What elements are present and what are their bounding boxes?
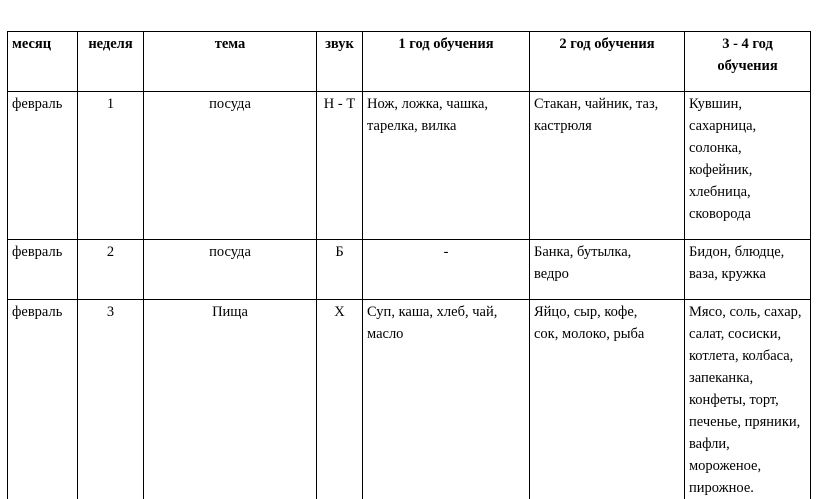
cell-year2 — [530, 240, 685, 300]
table-row — [8, 92, 811, 240]
cell-line: запеканка, — [689, 367, 806, 389]
cell-line: ведро — [534, 263, 680, 285]
cell-year34 — [685, 240, 811, 300]
cell-month: февраль — [8, 300, 78, 499]
cell-year34 — [685, 92, 811, 240]
cell-sound: Х — [317, 300, 363, 499]
cell-year34 — [685, 300, 811, 499]
cell-line: вафли, — [689, 433, 806, 455]
cell-line: салат, сосиски, — [689, 323, 806, 345]
table-row — [8, 240, 811, 300]
cell-line: сковорода — [689, 203, 806, 225]
cell-line: печенье, пряники, — [689, 411, 806, 433]
cell-topic: Пища — [144, 300, 317, 499]
cell-line: мороженое, — [689, 455, 806, 477]
cell-sound: Б — [317, 240, 363, 300]
header-topic: тема — [144, 32, 317, 92]
cell-line: Бидон, блюдце, — [689, 241, 806, 263]
cell-line: тарелка, вилка — [367, 115, 525, 137]
cell-line: ваза, кружка — [689, 263, 806, 285]
header-year34 — [685, 32, 811, 92]
header-month: месяц — [8, 32, 78, 92]
header-year2: 2 год обучения — [530, 32, 685, 92]
table-body — [8, 92, 811, 499]
cell-line: Нож, ложка, чашка, — [367, 93, 525, 115]
table-row — [8, 300, 811, 499]
cell-line: Яйцо, сыр, кофе, — [534, 301, 680, 323]
header-year1: 1 год обучения — [363, 32, 530, 92]
cell-week: 2 — [78, 240, 144, 300]
cell-line: хлебница, — [689, 181, 806, 203]
cell-year1 — [363, 240, 530, 300]
cell-line: Стакан, чайник, таз, — [534, 93, 680, 115]
cell-topic: посуда — [144, 240, 317, 300]
cell-line: солонка, — [689, 137, 806, 159]
cell-line: кофейник, — [689, 159, 806, 181]
cell-month: февраль — [8, 240, 78, 300]
cell-week: 1 — [78, 92, 144, 240]
header-year34-line1: 3 - 4 год — [689, 33, 806, 55]
cell-line: Банка, бутылка, — [534, 241, 680, 263]
header-week: неделя — [78, 32, 144, 92]
cell-line: сок, молоко, рыба — [534, 323, 680, 345]
cell-line: масло — [367, 323, 525, 345]
cell-line: Суп, каша, хлеб, чай, — [367, 301, 525, 323]
cell-year2 — [530, 300, 685, 499]
cell-line: - — [367, 241, 525, 263]
cell-line: пирожное. — [689, 477, 806, 499]
cell-year1 — [363, 92, 530, 240]
header-sound: звук — [317, 32, 363, 92]
cell-line: Мясо, соль, сахар, — [689, 301, 806, 323]
header-year34-line2: обучения — [689, 55, 806, 77]
cell-week: 3 — [78, 300, 144, 499]
lesson-plan-table — [7, 31, 811, 499]
cell-topic: посуда — [144, 92, 317, 240]
cell-sound: Н - Т — [317, 92, 363, 240]
cell-line: конфеты, торт, — [689, 389, 806, 411]
cell-line: сахарница, — [689, 115, 806, 137]
cell-line: кастрюля — [534, 115, 680, 137]
cell-line: котлета, колбаса, — [689, 345, 806, 367]
cell-year1 — [363, 300, 530, 499]
cell-month: февраль — [8, 92, 78, 240]
header-row — [8, 32, 811, 92]
cell-line: Кувшин, — [689, 93, 806, 115]
cell-year2 — [530, 92, 685, 240]
